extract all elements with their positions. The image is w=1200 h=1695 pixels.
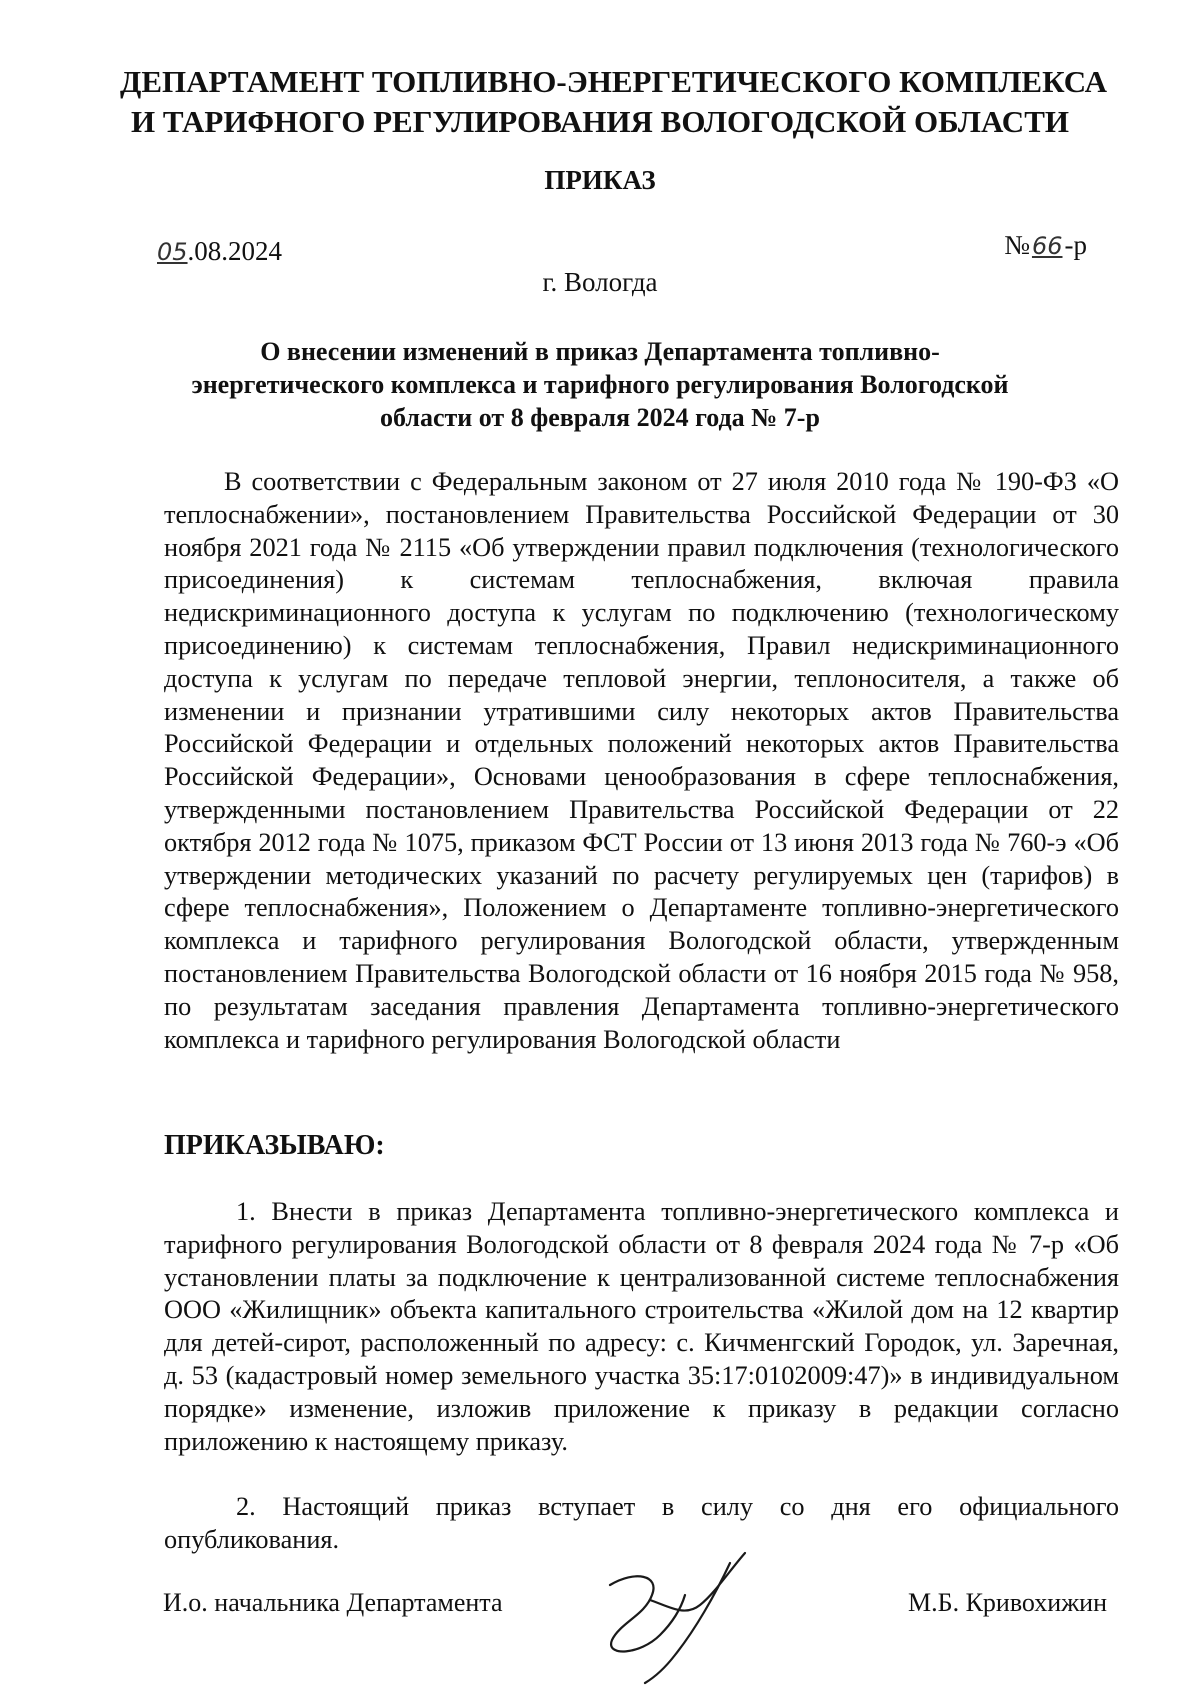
handwritten-signature <box>590 1545 760 1685</box>
document-date <box>157 236 282 267</box>
document-number <box>1004 230 1087 261</box>
signatory-name: М.Б. Кривохижин <box>908 1588 1107 1617</box>
number-prefix: № <box>1004 230 1030 260</box>
order-item-1: 1. Внести в приказ Департамента топливно-энергетического комплекса и тарифного регулирования Вологодской области от 8 февраля 2024 года № 7-р «Об установлении платы за подключение к централизованной системе теплоснабжения ООО «Жилищник» объекта капитального строительства «Жилой дом на 12 квартир для детей-сирот, расположенный по адресу: с. Кичменгский Городок, ул. Заречная, д. 53 (кадастровый номер земельного участка 35:17:0102009:47)» в индивидуальном порядке» изменение, изложив приложение к приказу в редакции согласно приложению к настоящему приказу. <box>164 1197 1119 1456</box>
signatory-title: И.о. начальника Департамента <box>163 1588 503 1617</box>
department-line-1: ДЕПАРТАМЕНТ ТОПЛИВНО-ЭНЕРГЕТИЧЕСКОГО КОМПЛЕКСА <box>120 64 1108 99</box>
document-subject <box>170 335 1030 434</box>
document-city: г. Вологда <box>542 267 658 297</box>
subject-line-3: области от 8 февраля 2024 года № 7-р <box>380 403 820 432</box>
department-header <box>120 62 1108 142</box>
department-line-2: И ТАРИФНОГО РЕГУЛИРОВАНИЯ ВОЛОГОДСКОЙ ОБЛАСТИ <box>131 104 1069 139</box>
date-day-handwritten: 05 <box>157 238 188 266</box>
number-suffix: -р <box>1064 230 1087 260</box>
number-handwritten: 66 <box>1031 232 1063 260</box>
order-item-2: 2. Настоящий приказ вступает в силу со дня его официального опубликования. <box>164 1492 1119 1554</box>
document-type: ПРИКАЗ <box>544 165 656 195</box>
subject-line-2: энергетического комплекса и тарифного регулирования Вологодской <box>191 370 1009 399</box>
subject-line-1: О внесении изменений в приказ Департамента топливно- <box>260 337 940 366</box>
preamble-paragraph: В соответствии с Федеральным законом от 27 июля 2010 года № 190-ФЗ «О теплоснабжении», постановлением Правительства Российской Федерации от 30 ноября 2021 года № 2115 «Об утверждении правил подключения (технологического присоединения) к системам теплоснабжения, включая правила недискриминационного доступа к услугам по подключению (технологическому присоединению) к системам теплоснабжения, Правил недискриминационного доступа к услугам по передаче тепловой энергии, теплоносителя, а также об изменении и признании утратившими силу некоторых актов Правительства Российской Федерации и отдельных положений некоторых актов Правительства Российской Федерации», Основами ценообразования в сфере теплоснабжения, утвержденными постановлением Правительства Российской Федерации от 22 октября 2012 года № 1075, приказом ФСТ России от 13 июня 2013 года № 760-э «Об утверждении методических указаний по расчету регулируемых цен (тарифов) в сфере теплоснабжения», Положением о Департаменте топливно-энергетического комплекса и тарифного регулирования Вологодской области, утвержденным постановлением Правительства Вологодской области от 16 ноября 2015 года № 958, по результатам заседания правления Департамента топливно-энергетического комплекса и тарифного регулирования Вологодской области <box>164 467 1119 1054</box>
date-month-year: .08.2024 <box>187 236 283 266</box>
order-word: ПРИКАЗЫВАЮ: <box>164 1130 385 1161</box>
